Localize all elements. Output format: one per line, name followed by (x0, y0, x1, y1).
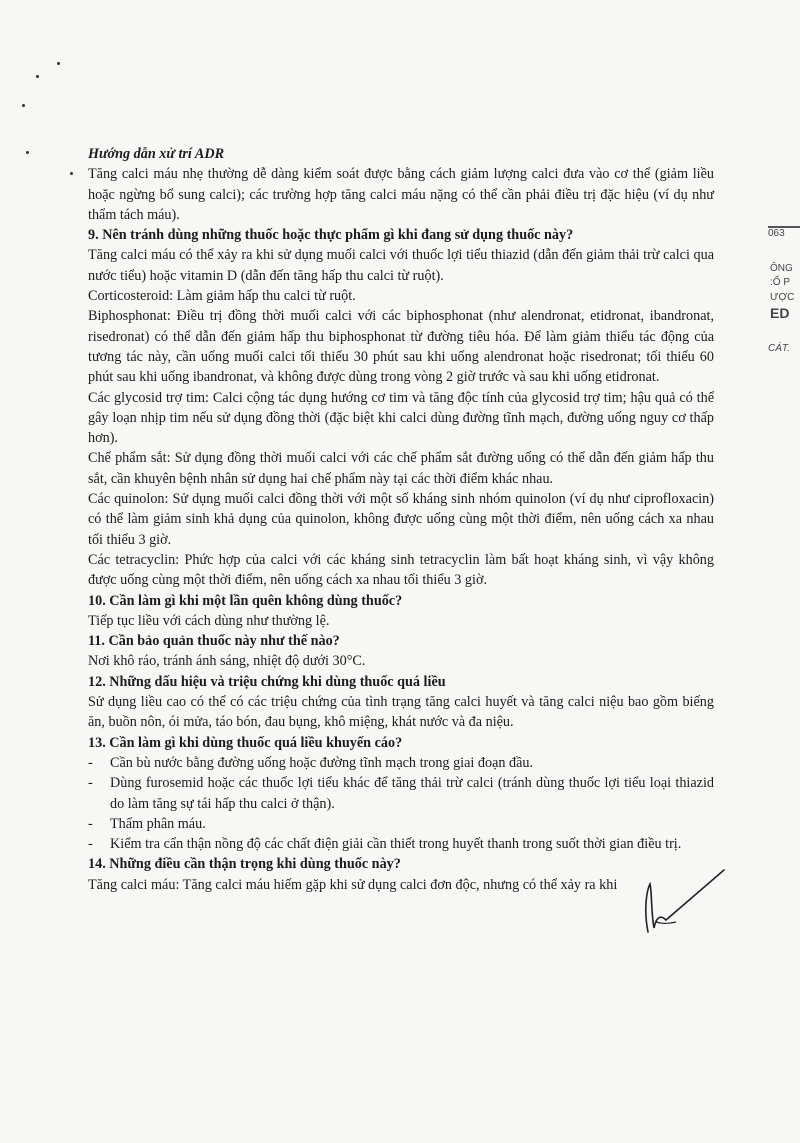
answer-14: Tăng calci máu: Tăng calci máu hiếm gặp khi sử dụng calci đơn độc, nhưng có thể xảy ra khi (88, 876, 618, 893)
list-item-text: Thẩm phân máu. (110, 815, 206, 832)
answer-10: Tiếp tục liều với cách dùng như thường lệ. (88, 612, 330, 629)
edge-stamp-line: 063 (768, 226, 800, 239)
q9-paragraph: Các glycosid trợ tim: Calci cộng tác dụng hướng cơ tim và tăng độc tính của glycosid trợ tim; hậu quả có thể gây loạn nhịp tim nếu sử dụng đồng thời (đặc biệt khi calci dùng đường tĩnh mạch, đường uống nguy cơ thấp hơn). (88, 389, 714, 447)
document-page (88, 144, 714, 895)
list-dash: - (88, 754, 93, 771)
q9-paragraph: Các tetracyclin: Phức hợp của calci với các kháng sinh tetracyclin làm bất hoạt kháng sinh, vì vậy không được uống cùng một thời điểm, nên uống cách xa nhau tối thiểu 3 giờ. (88, 551, 714, 589)
list-dash: - (88, 815, 93, 832)
q9-paragraph: Biphosphonat: Điều trị đồng thời muối calci với các biphosphonat (như alendronat, etidronat, ibandronat, risedronat) có thể dẫn đến giảm hấp thu biphosphonat từ đường tiêu hóa. Để làm giảm thiểu tác động của tương tác này, cần uống muối calci tối thiểu 30 phút sau khi uống alendronat hoặc risedronat; tối thiểu 60 phút sau khi uống ibandronat, và không được dùng trong vòng 2 giờ trước và sau khi uống etidronat. (88, 308, 714, 386)
list-item (88, 753, 714, 773)
question-10-heading: 10. Cần làm gì khi một lần quên không dùng thuốc? (88, 592, 403, 609)
answer-12: Sử dụng liều cao có thể có các triệu chứng của tình trạng tăng calci huyết và tăng calci niệu bao gồm biếng ăn, buồn nôn, ói mửa, táo bón, đau bụng, khô miệng, khát nước và đa niệu. (88, 694, 714, 731)
section-heading-adr: Hướng dẫn xử trí ADR (88, 146, 225, 162)
question-12-heading: 12. Những dấu hiệu và triệu chứng khi dùng thuốc quá liều (88, 673, 446, 690)
answer-11: Nơi khô ráo, tránh ánh sáng, nhiệt độ dưới 30°C. (88, 653, 366, 670)
list-item-text: Kiểm tra cẩn thận nồng độ các chất điện giải cần thiết trong huyết thanh trong suốt thời gian điều trị. (110, 836, 682, 853)
question-9-heading: 9. Nên tránh dùng những thuốc hoặc thực phẩm gì khi đang sử dụng thuốc này? (88, 227, 574, 244)
q9-paragraph: Các quinolon: Sử dụng muối calci đồng thời với một số kháng sinh nhóm quinolon (ví dụ như ciprofloxacin) có thể làm giảm sinh khả dụng của quinolon, không được uống cùng một thời điểm, nên uống cách xa nhau tối thiểu 3 giờ. (88, 491, 714, 548)
list-item-text: Cần bù nước bằng đường uống hoặc đường tĩnh mạch trong giai đoạn đầu. (110, 754, 534, 771)
scan-speck (57, 62, 60, 65)
scan-speck (22, 104, 25, 107)
edge-stamp-line: CÁT. (768, 343, 790, 354)
list-dash: - (88, 775, 93, 792)
list-dash: - (88, 836, 93, 853)
scan-speck (70, 172, 73, 175)
list-item-text: Dùng furosemid hoặc các thuốc lợi tiểu khác để tăng thải trừ calci (tránh dùng thuốc lợi tiểu loại thiazid do làm tăng sự tái hấp thu calci ở thận). (110, 775, 714, 812)
edge-stamp-line: ED (770, 305, 790, 321)
list-item (88, 773, 714, 814)
edge-stamp-line: ÔNG (770, 263, 793, 274)
question-13-heading: 13. Cần làm gì khi dùng thuốc quá liều khuyến cáo? (88, 734, 403, 751)
q9-paragraph: Tăng calci máu có thể xảy ra khi sử dụng muối calci với thuốc lợi tiểu thiazid (dẫn đến giảm thải trừ calci qua nước tiểu) hoặc vitamin D (dẫn đến tăng hấp thu calci từ ruột). (88, 247, 714, 284)
edge-stamp-line: ƯỢC (770, 292, 795, 303)
question-11-heading: 11. Cần bảo quản thuốc này như thế nào? (88, 633, 340, 650)
edge-stamp-line: :Ố P (770, 277, 791, 288)
paragraph-adr: Tăng calci máu nhẹ thường dễ dàng kiểm soát được bằng cách giảm lượng calci đưa vào cơ thể (giảm liều hoặc ngừng bổ sung calci); các trường hợp tăng calci máu nặng có thể cần phải điều trị đặc hiệu (ví dụ như thẩm tách máu). (88, 166, 714, 223)
scan-speck (26, 151, 29, 154)
list-item (88, 834, 714, 854)
question-14-heading: 14. Những điều cần thận trọng khi dùng thuốc này? (88, 856, 401, 873)
list-item (88, 814, 714, 834)
q9-paragraph: Corticosteroid: Làm giảm hấp thu calci từ ruột. (88, 288, 356, 305)
q9-paragraph: Chế phẩm sắt: Sử dụng đồng thời muối calci với các chế phẩm sắt đường uống có thể dẫn đến giảm hấp thu sắt, cần khuyên bệnh nhân sử dụng hai chế phẩm này tại các thời điểm khác nhau. (88, 450, 714, 487)
scan-speck (36, 75, 39, 78)
handwritten-signature (636, 862, 726, 942)
